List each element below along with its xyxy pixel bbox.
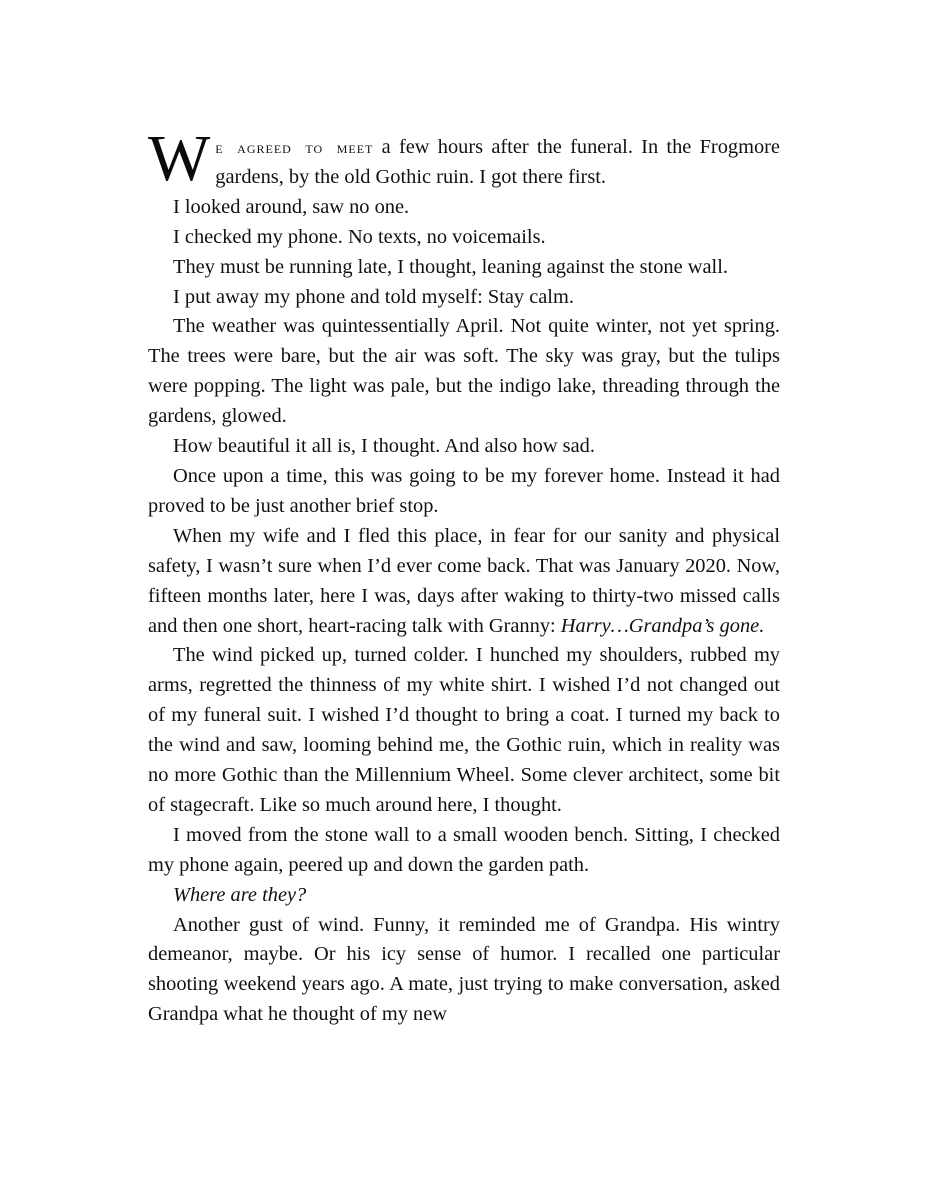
paragraph-granny bbox=[148, 522, 780, 642]
page-text-block bbox=[148, 122, 780, 1030]
paragraph-last: Another gust of wind. Funny, it reminded me of Grandpa. His wintry demeanor, maybe. Or his icy sense of humor. I recalled one particular shooting weekend years ago. A mate, just trying to make conversation, asked Grandpa what he thought of my new bbox=[148, 913, 780, 1026]
paragraph: Once upon a time, this was going to be my forever home. Instead it had proved to be just another brief stop. bbox=[148, 464, 780, 517]
italic-question-line: Where are they? bbox=[173, 883, 307, 906]
paragraph: I looked around, saw no one. bbox=[173, 195, 410, 218]
paragraph: The weather was quintessentially April. Not quite winter, not yet spring. The trees were bare, but the air was soft. The sky was gray, but the tulips were popping. The light was pale, but the indigo lake, threading through the gardens, glowed. bbox=[148, 315, 780, 428]
paragraph: They must be running late, I thought, leaning against the stone wall. bbox=[173, 255, 728, 278]
paragraph: I checked my phone. No texts, no voicemails. bbox=[173, 225, 546, 248]
opening-paragraph bbox=[148, 122, 780, 195]
paragraph: I put away my phone and told myself: Stay calm. bbox=[173, 285, 574, 308]
opening-small-caps: e agreed to meet bbox=[215, 137, 374, 157]
paragraph-bench: I moved from the stone wall to a small wooden bench. Sitting, I checked my phone again, peered up and down the garden path. bbox=[148, 823, 780, 876]
drop-cap-letter: W bbox=[148, 122, 211, 195]
paragraph-granny-text: When my wife and I fled this place, in fear for our sanity and physical safety, I wasn’t sure when I’d ever come back. That was January 2020. Now, fifteen months later, here I was, days after waking to thirty-two missed calls and then one short, heart-racing talk with Granny: bbox=[148, 524, 780, 637]
paragraph-wind: The wind picked up, turned colder. I hunched my shoulders, rubbed my arms, regretted the thinness of my white shirt. I wished I’d not changed out of my funeral suit. I wished I’d thought to bring a coat. I turned my back to the wind and saw, looming behind me, the Gothic ruin, which in reality was no more Gothic than the Millennium Wheel. Some clever architect, some bit of stagecraft. Like so much around here, I thought. bbox=[148, 644, 780, 816]
granny-quote-italic: Harry…Grandpa’s gone. bbox=[560, 614, 765, 637]
opening-paragraph-text: a few hours after the funeral. In the Frogmore gardens, by the old Gothic ruin. I got there first. bbox=[215, 136, 780, 188]
paragraph: How beautiful it all is, I thought. And also how sad. bbox=[173, 435, 595, 458]
